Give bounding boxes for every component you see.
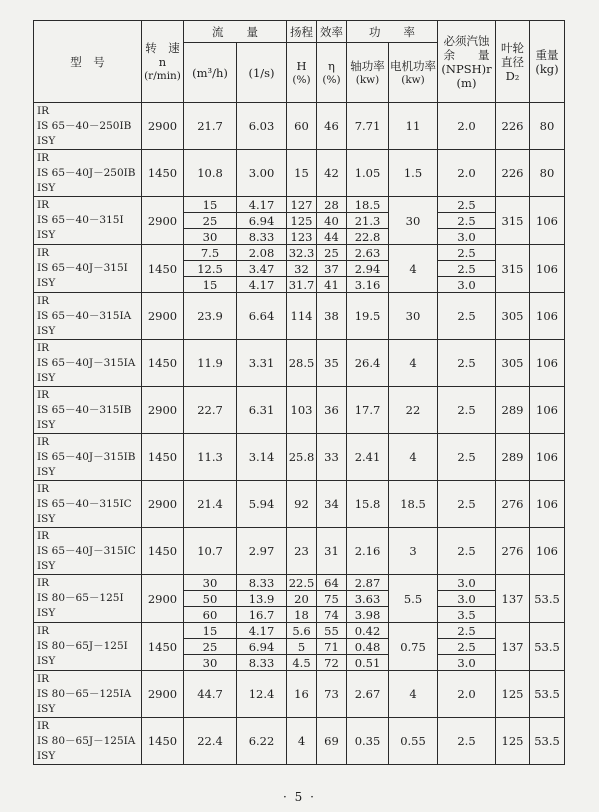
impeller-cell: 305 <box>496 340 530 387</box>
flow-m3h-cell: 25 <box>184 213 237 229</box>
impeller-cell: 305 <box>496 293 530 340</box>
weight-cell: 106 <box>530 387 565 434</box>
efficiency-cell: 73 <box>317 671 347 718</box>
flow-ls-cell: 3.31 <box>237 340 287 387</box>
motor-power-cell: 4 <box>389 671 438 718</box>
shaft-power-cell: 0.42 <box>347 623 389 639</box>
head-cell: 4 <box>287 718 317 765</box>
shaft-power-cell: 2.67 <box>347 671 389 718</box>
head-cell: 31.7 <box>287 277 317 293</box>
head-column-header: 扬程 <box>287 21 317 43</box>
motor-power-cell: 30 <box>389 293 438 340</box>
impeller-column-header: 叶轮 直径 D₂ <box>496 21 530 103</box>
motor-power-cell: 3 <box>389 528 438 575</box>
flow-ls-cell: 6.31 <box>237 387 287 434</box>
npsh-cell: 2.0 <box>438 150 496 197</box>
flow-m3h-cell: 30 <box>184 229 237 245</box>
shaft-power-cell: 19.5 <box>347 293 389 340</box>
model-cell <box>34 150 142 197</box>
shaft-power-cell: 3.98 <box>347 607 389 623</box>
flow-m3h-cell: 21.7 <box>184 103 237 150</box>
model-line: IS 80－65－125IA <box>37 687 132 700</box>
model-line: IR <box>37 388 50 401</box>
npsh-cell: 2.5 <box>438 718 496 765</box>
efficiency-cell: 64 <box>317 575 347 591</box>
model-line: IR <box>37 482 50 495</box>
npsh-column-header: 必须汽蚀 余 量 (NPSH)r (m) <box>438 21 496 103</box>
model-line: IS 65－40J－315IC <box>37 544 136 557</box>
motor-power-subheader: 电机功率 (kw) <box>389 43 438 103</box>
model-line: ISY <box>37 229 56 241</box>
flow-ls-cell: 6.03 <box>237 103 287 150</box>
model-line: IS 65－40－315IC <box>37 497 132 510</box>
model-line: IS 65－40－315IB <box>37 403 132 416</box>
efficiency-cell: 55 <box>317 623 347 639</box>
flow-m3h-cell: 60 <box>184 607 237 623</box>
model-line: ISY <box>37 324 56 337</box>
table-row <box>34 623 565 639</box>
head-cell: 32.3 <box>287 245 317 261</box>
speed-cell: 1450 <box>142 150 184 197</box>
model-line: ISY <box>37 702 56 715</box>
model-line: IR <box>37 199 50 211</box>
npsh-cell: 3.0 <box>438 575 496 591</box>
flow-ls-cell: 16.7 <box>237 607 287 623</box>
model-line: ISY <box>37 418 56 431</box>
head-cell: 114 <box>287 293 317 340</box>
head-cell: 92 <box>287 481 317 528</box>
weight-cell: 106 <box>530 293 565 340</box>
efficiency-cell: 37 <box>317 261 347 277</box>
model-line: IS 65－40J－315IB <box>37 450 136 463</box>
motor-power-cell: 5.5 <box>389 575 438 623</box>
model-line: ISY <box>37 277 56 289</box>
flow-m3h-cell: 11.9 <box>184 340 237 387</box>
model-line: IR <box>37 577 50 589</box>
flow-m3h-cell: 11.3 <box>184 434 237 481</box>
shaft-power-cell: 0.51 <box>347 655 389 671</box>
npsh-cell: 2.5 <box>438 261 496 277</box>
motor-power-cell: 4 <box>389 434 438 481</box>
impeller-cell: 226 <box>496 150 530 197</box>
model-line: ISY <box>37 749 56 762</box>
table-row <box>34 387 565 434</box>
head-cell: 23 <box>287 528 317 575</box>
npsh-cell: 3.0 <box>438 655 496 671</box>
model-cell <box>34 293 142 340</box>
model-cell <box>34 340 142 387</box>
efficiency-cell: 31 <box>317 528 347 575</box>
npsh-cell: 2.5 <box>438 481 496 528</box>
pump-performance-table <box>33 20 565 765</box>
impeller-cell: 289 <box>496 387 530 434</box>
shaft-power-cell: 26.4 <box>347 340 389 387</box>
speed-cell: 1450 <box>142 528 184 575</box>
model-cell <box>34 434 142 481</box>
page-number: · 5 · <box>283 790 316 804</box>
model-line: IR <box>37 294 50 307</box>
efficiency-cell: 46 <box>317 103 347 150</box>
efficiency-cell: 75 <box>317 591 347 607</box>
head-cell: 16 <box>287 671 317 718</box>
model-line: IS 65－40－315IA <box>37 309 132 322</box>
flow-m3h-cell: 12.5 <box>184 261 237 277</box>
flow-m3h-cell: 15 <box>184 623 237 639</box>
table-row <box>34 245 565 261</box>
model-cell <box>34 103 142 150</box>
shaft-power-cell: 3.16 <box>347 277 389 293</box>
head-cell: 60 <box>287 103 317 150</box>
flow-m3h-cell: 25 <box>184 639 237 655</box>
speed-cell: 2900 <box>142 197 184 245</box>
impeller-cell: 315 <box>496 245 530 293</box>
shaft-power-cell: 1.05 <box>347 150 389 197</box>
model-line: IR <box>37 625 50 637</box>
flow-m3h-subheader: (m³/h) <box>184 43 237 103</box>
flow-ls-cell: 8.33 <box>237 575 287 591</box>
table-row <box>34 434 565 481</box>
npsh-cell: 3.0 <box>438 591 496 607</box>
motor-power-cell: 22 <box>389 387 438 434</box>
weight-cell: 80 <box>530 103 565 150</box>
speed-cell: 1450 <box>142 718 184 765</box>
shaft-power-cell: 2.87 <box>347 575 389 591</box>
flow-ls-cell: 2.08 <box>237 245 287 261</box>
flow-ls-cell: 6.94 <box>237 213 287 229</box>
model-line: IS 80－65J－125IA <box>37 734 136 747</box>
shaft-power-cell: 21.3 <box>347 213 389 229</box>
motor-power-cell: 18.5 <box>389 481 438 528</box>
head-cell: 125 <box>287 213 317 229</box>
flow-ls-cell: 6.22 <box>237 718 287 765</box>
weight-cell: 106 <box>530 340 565 387</box>
head-cell: 25.8 <box>287 434 317 481</box>
model-line: IR <box>37 341 50 354</box>
flow-ls-cell: 4.17 <box>237 277 287 293</box>
efficiency-cell: 41 <box>317 277 347 293</box>
speed-cell: 2900 <box>142 103 184 150</box>
model-cell <box>34 481 142 528</box>
impeller-cell: 226 <box>496 103 530 150</box>
shaft-power-cell: 17.7 <box>347 387 389 434</box>
flow-ls-cell: 6.64 <box>237 293 287 340</box>
weight-cell: 80 <box>530 150 565 197</box>
npsh-cell: 2.5 <box>438 528 496 575</box>
model-line: IS 65－40J－315I <box>37 262 128 274</box>
npsh-cell: 2.5 <box>438 434 496 481</box>
speed-cell: 1450 <box>142 245 184 293</box>
flow-m3h-cell: 10.7 <box>184 528 237 575</box>
weight-cell: 106 <box>530 245 565 293</box>
efficiency-cell: 35 <box>317 340 347 387</box>
head-cell: 20 <box>287 591 317 607</box>
flow-m3h-cell: 10.8 <box>184 150 237 197</box>
model-line: IS 65－40－250IB <box>37 119 132 132</box>
model-cell <box>34 528 142 575</box>
table-row <box>34 671 565 718</box>
model-line: IS 80－65J－125I <box>37 640 128 652</box>
model-line: ISY <box>37 465 56 478</box>
flow-ls-cell: 6.94 <box>237 639 287 655</box>
speed-cell: 2900 <box>142 575 184 623</box>
flow-ls-cell: 8.33 <box>237 229 287 245</box>
impeller-cell: 125 <box>496 718 530 765</box>
model-line: ISY <box>37 181 56 194</box>
weight-cell: 53.5 <box>530 671 565 718</box>
head-cell: 4.5 <box>287 655 317 671</box>
npsh-cell: 2.5 <box>438 213 496 229</box>
efficiency-cell: 74 <box>317 607 347 623</box>
motor-power-cell: 11 <box>389 103 438 150</box>
motor-power-cell: 30 <box>389 197 438 245</box>
model-line: ISY <box>37 134 56 147</box>
power-column-header: 功 率 <box>347 21 438 43</box>
head-cell: 28.5 <box>287 340 317 387</box>
table-header <box>34 21 565 103</box>
head-unit-subheader: H (%) <box>287 43 317 103</box>
weight-cell: 53.5 <box>530 718 565 765</box>
model-line: IR <box>37 529 50 542</box>
flow-ls-cell: 4.17 <box>237 197 287 213</box>
table-row <box>34 150 565 197</box>
efficiency-cell: 42 <box>317 150 347 197</box>
shaft-power-cell: 2.41 <box>347 434 389 481</box>
efficiency-cell: 36 <box>317 387 347 434</box>
head-cell: 127 <box>287 197 317 213</box>
motor-power-cell: 0.75 <box>389 623 438 671</box>
model-line: ISY <box>37 371 56 384</box>
flow-m3h-cell: 30 <box>184 575 237 591</box>
flow-ls-subheader: (1/s) <box>237 43 287 103</box>
shaft-power-cell: 7.71 <box>347 103 389 150</box>
shaft-power-cell: 2.16 <box>347 528 389 575</box>
table-row <box>34 197 565 213</box>
flow-m3h-cell: 23.9 <box>184 293 237 340</box>
model-line: IR <box>37 672 50 685</box>
speed-cell: 2900 <box>142 293 184 340</box>
flow-ls-cell: 2.97 <box>237 528 287 575</box>
speed-cell: 1450 <box>142 340 184 387</box>
model-column-header: 型 号 <box>34 21 142 103</box>
impeller-cell: 125 <box>496 671 530 718</box>
head-cell: 123 <box>287 229 317 245</box>
model-cell <box>34 623 142 671</box>
impeller-cell: 276 <box>496 481 530 528</box>
flow-ls-cell: 13.9 <box>237 591 287 607</box>
weight-cell: 106 <box>530 197 565 245</box>
npsh-cell: 3.0 <box>438 229 496 245</box>
npsh-cell: 2.5 <box>438 197 496 213</box>
model-line: ISY <box>37 512 56 525</box>
shaft-power-cell: 15.8 <box>347 481 389 528</box>
motor-power-cell: 4 <box>389 340 438 387</box>
shaft-power-cell: 18.5 <box>347 197 389 213</box>
table-body <box>34 103 565 765</box>
head-cell: 103 <box>287 387 317 434</box>
npsh-cell: 2.5 <box>438 623 496 639</box>
shaft-power-cell: 22.8 <box>347 229 389 245</box>
efficiency-cell: 33 <box>317 434 347 481</box>
head-cell: 18 <box>287 607 317 623</box>
shaft-power-subheader: 轴功率 (kw) <box>347 43 389 103</box>
head-cell: 32 <box>287 261 317 277</box>
model-line: ISY <box>37 655 56 667</box>
model-line: IS 65－40－315I <box>37 214 124 226</box>
flow-ls-cell: 4.17 <box>237 623 287 639</box>
model-cell <box>34 245 142 293</box>
table-row <box>34 293 565 340</box>
shaft-power-cell: 0.35 <box>347 718 389 765</box>
motor-power-cell: 4 <box>389 245 438 293</box>
head-cell: 5.6 <box>287 623 317 639</box>
efficiency-unit-subheader: η (%) <box>317 43 347 103</box>
efficiency-cell: 28 <box>317 197 347 213</box>
head-cell: 22.5 <box>287 575 317 591</box>
flow-m3h-cell: 44.7 <box>184 671 237 718</box>
model-line: IS 65－40J－250IB <box>37 166 136 179</box>
flow-ls-cell: 8.33 <box>237 655 287 671</box>
speed-cell: 2900 <box>142 387 184 434</box>
model-line: IS 80－65－125I <box>37 592 124 604</box>
model-cell <box>34 575 142 623</box>
motor-power-cell: 0.55 <box>389 718 438 765</box>
model-line: IR <box>37 104 50 117</box>
npsh-cell: 3.0 <box>438 277 496 293</box>
shaft-power-cell: 3.63 <box>347 591 389 607</box>
npsh-cell: 2.0 <box>438 671 496 718</box>
flow-m3h-cell: 22.4 <box>184 718 237 765</box>
efficiency-column-header: 效率 <box>317 21 347 43</box>
efficiency-cell: 71 <box>317 639 347 655</box>
motor-power-cell: 1.5 <box>389 150 438 197</box>
weight-cell: 53.5 <box>530 623 565 671</box>
model-cell <box>34 387 142 434</box>
table-row <box>34 481 565 528</box>
speed-cell: 1450 <box>142 623 184 671</box>
head-cell: 15 <box>287 150 317 197</box>
npsh-cell: 2.0 <box>438 103 496 150</box>
efficiency-cell: 72 <box>317 655 347 671</box>
speed-cell: 1450 <box>142 434 184 481</box>
efficiency-cell: 25 <box>317 245 347 261</box>
efficiency-cell: 34 <box>317 481 347 528</box>
model-line: ISY <box>37 607 56 619</box>
model-line: ISY <box>37 559 56 572</box>
weight-cell: 53.5 <box>530 575 565 623</box>
impeller-cell: 276 <box>496 528 530 575</box>
flow-ls-cell: 12.4 <box>237 671 287 718</box>
impeller-cell: 137 <box>496 575 530 623</box>
shaft-power-cell: 0.48 <box>347 639 389 655</box>
model-cell <box>34 197 142 245</box>
table-row <box>34 575 565 591</box>
model-line: IR <box>37 151 50 164</box>
table-row <box>34 103 565 150</box>
model-line: IS 65－40J－315IA <box>37 356 136 369</box>
flow-m3h-cell: 15 <box>184 197 237 213</box>
table-row <box>34 718 565 765</box>
model-cell <box>34 671 142 718</box>
efficiency-cell: 38 <box>317 293 347 340</box>
speed-column-header: 转 速 n (r/min) <box>142 21 184 103</box>
model-line: IR <box>37 247 50 259</box>
model-cell <box>34 718 142 765</box>
flow-column-header: 流 量 <box>184 21 287 43</box>
impeller-cell: 137 <box>496 623 530 671</box>
model-line: IR <box>37 719 50 732</box>
flow-ls-cell: 3.00 <box>237 150 287 197</box>
efficiency-cell: 44 <box>317 229 347 245</box>
weight-cell: 106 <box>530 481 565 528</box>
flow-m3h-cell: 30 <box>184 655 237 671</box>
speed-cell: 2900 <box>142 481 184 528</box>
flow-ls-cell: 3.47 <box>237 261 287 277</box>
npsh-cell: 2.5 <box>438 387 496 434</box>
flow-ls-cell: 3.14 <box>237 434 287 481</box>
flow-m3h-cell: 50 <box>184 591 237 607</box>
flow-ls-cell: 5.94 <box>237 481 287 528</box>
speed-cell: 2900 <box>142 671 184 718</box>
impeller-cell: 289 <box>496 434 530 481</box>
weight-cell: 106 <box>530 434 565 481</box>
npsh-cell: 3.5 <box>438 607 496 623</box>
npsh-cell: 2.5 <box>438 639 496 655</box>
head-cell: 5 <box>287 639 317 655</box>
shaft-power-cell: 2.94 <box>347 261 389 277</box>
weight-cell: 106 <box>530 528 565 575</box>
pump-spec-sheet <box>33 20 564 765</box>
flow-m3h-cell: 21.4 <box>184 481 237 528</box>
npsh-cell: 2.5 <box>438 245 496 261</box>
npsh-cell: 2.5 <box>438 293 496 340</box>
npsh-cell: 2.5 <box>438 340 496 387</box>
efficiency-cell: 69 <box>317 718 347 765</box>
table-row <box>34 528 565 575</box>
model-line: IR <box>37 435 50 448</box>
efficiency-cell: 40 <box>317 213 347 229</box>
flow-m3h-cell: 22.7 <box>184 387 237 434</box>
impeller-cell: 315 <box>496 197 530 245</box>
table-row <box>34 340 565 387</box>
weight-column-header: 重量 (kg) <box>530 21 565 103</box>
flow-m3h-cell: 7.5 <box>184 245 237 261</box>
shaft-power-cell: 2.63 <box>347 245 389 261</box>
flow-m3h-cell: 15 <box>184 277 237 293</box>
